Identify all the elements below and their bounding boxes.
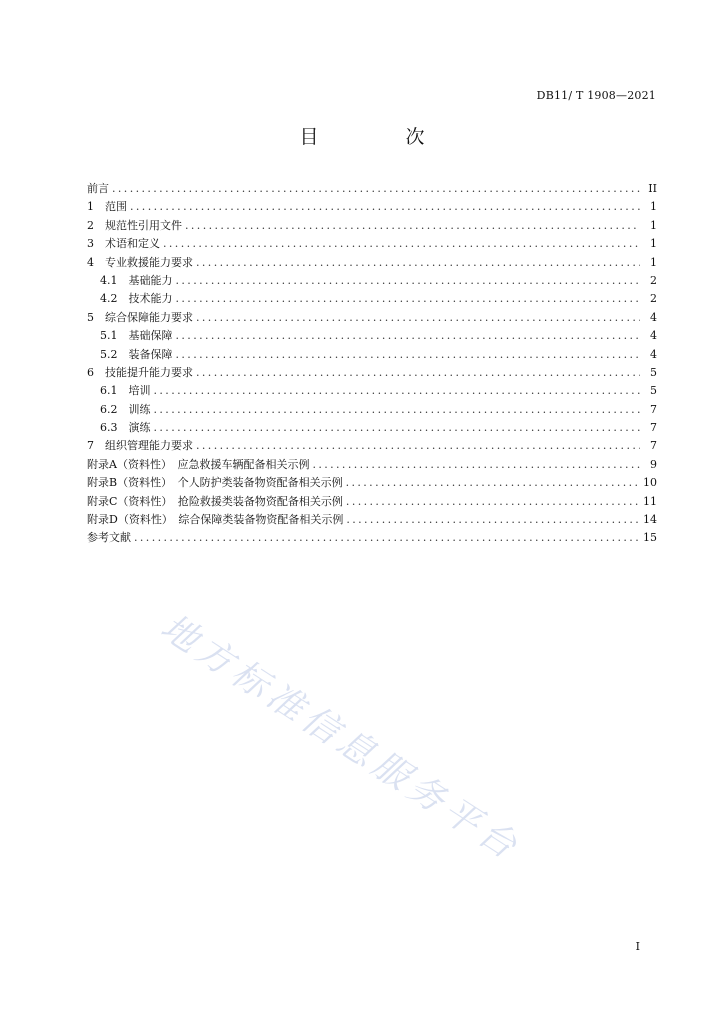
toc-entry-page: 14 [643,513,657,527]
toc-leader-dots [196,437,640,455]
toc-leader-dots [312,456,640,474]
toc-entry-page: 4 [650,347,657,361]
toc-entry-label: 前言 [87,182,109,195]
toc-entry-page: 9 [650,457,657,471]
toc-leader-dots [163,235,640,253]
toc-entry[interactable] [87,511,657,529]
toc-entry-page: 7 [650,439,657,453]
toc-entry-label: 6.3 演练 [100,421,151,435]
toc-entry-page: 1 [650,255,657,269]
toc-leader-dots [346,474,640,492]
page-number: I [635,940,640,953]
toc-entry-label: 3 术语和定义 [87,237,160,251]
toc-entry-label: 附录A（资料性） 应急救援车辆配备相关示例 [87,457,310,471]
toc-entry-label: 2 规范性引用文件 [87,218,182,232]
toc-entry-label: 4 专业救援能力要求 [87,255,193,269]
toc-entry[interactable] [87,309,657,327]
toc-leader-dots [196,309,640,327]
toc-leader-dots [130,198,640,216]
toc-leader-dots [346,511,640,529]
toc-entry-page: 4 [650,329,657,343]
toc-leader-dots [154,401,641,419]
toc-entry[interactable] [87,272,657,290]
toc-entry-label: 附录B（资料性） 个人防护类装备物资配备相关示例 [87,476,343,490]
toc-leader-dots [134,529,640,547]
toc-entry-page: 1 [650,218,657,232]
toc-entry[interactable] [87,290,657,308]
toc-entry-page: 7 [650,421,657,435]
toc-entry-label: 7 组织管理能力要求 [87,439,193,453]
toc-entry-page: 5 [650,384,657,398]
toc-entry-label: 5.1 基础保障 [100,329,173,343]
toc-leader-dots [196,364,640,382]
page-title: 目 次 [299,126,459,148]
toc-entry-page: 10 [643,476,657,490]
toc-entry[interactable] [87,327,657,345]
toc-leader-dots [176,272,641,290]
toc-leader-dots [176,327,641,345]
toc-leader-dots [176,290,641,308]
standard-code: DB11/ T 1908—2021 [536,89,656,102]
toc-entry[interactable] [87,180,657,198]
toc-entry-label: 1 范围 [87,200,127,214]
toc-leader-dots [176,346,641,364]
toc-entry[interactable] [87,474,657,492]
toc-entry[interactable] [87,493,657,511]
toc-entry[interactable] [87,401,657,419]
toc-leader-dots [154,382,641,400]
toc-leader-dots [112,180,640,198]
toc-entry-page: II [648,182,657,195]
table-of-contents [87,180,657,548]
toc-entry[interactable] [87,382,657,400]
toc-entry-page: 11 [643,494,657,508]
toc-entry-page: 2 [650,273,657,287]
toc-entry-label: 附录C（资料性） 抢险救援类装备物资配备相关示例 [87,494,343,508]
toc-entry[interactable] [87,456,657,474]
toc-leader-dots [346,493,640,511]
toc-entry[interactable] [87,217,657,235]
toc-leader-dots [196,254,640,272]
toc-entry[interactable] [87,346,657,364]
toc-entry-page: 4 [650,310,657,324]
toc-entry-label: 6.2 训练 [100,402,151,416]
watermark: 地方标准信息服务平台 [153,606,528,870]
toc-entry-label: 6 技能提升能力要求 [87,365,193,379]
toc-entry[interactable] [87,437,657,455]
toc-entry-label: 4.1 基础能力 [100,273,173,287]
toc-entry[interactable] [87,254,657,272]
toc-entry-page: 7 [650,402,657,416]
toc-entry[interactable] [87,364,657,382]
toc-entry-label: 附录D（资料性） 综合保障类装备物资配备相关示例 [87,513,344,527]
toc-entry-page: 15 [643,531,657,545]
toc-leader-dots [185,217,640,235]
toc-entry-label: 5 综合保障能力要求 [87,310,193,324]
toc-entry-label: 6.1 培训 [100,384,151,398]
toc-leader-dots [154,419,641,437]
toc-entry-page: 1 [650,237,657,251]
toc-entry-page: 5 [650,365,657,379]
toc-entry-label: 参考文献 [87,531,131,545]
toc-entry[interactable] [87,235,657,253]
toc-entry[interactable] [87,419,657,437]
toc-entry[interactable] [87,529,657,547]
toc-entry-label: 5.2 装备保障 [100,347,173,361]
toc-entry-page: 2 [650,292,657,306]
toc-entry[interactable] [87,198,657,216]
toc-entry-label: 4.2 技术能力 [100,292,173,306]
toc-entry-page: 1 [650,200,657,214]
